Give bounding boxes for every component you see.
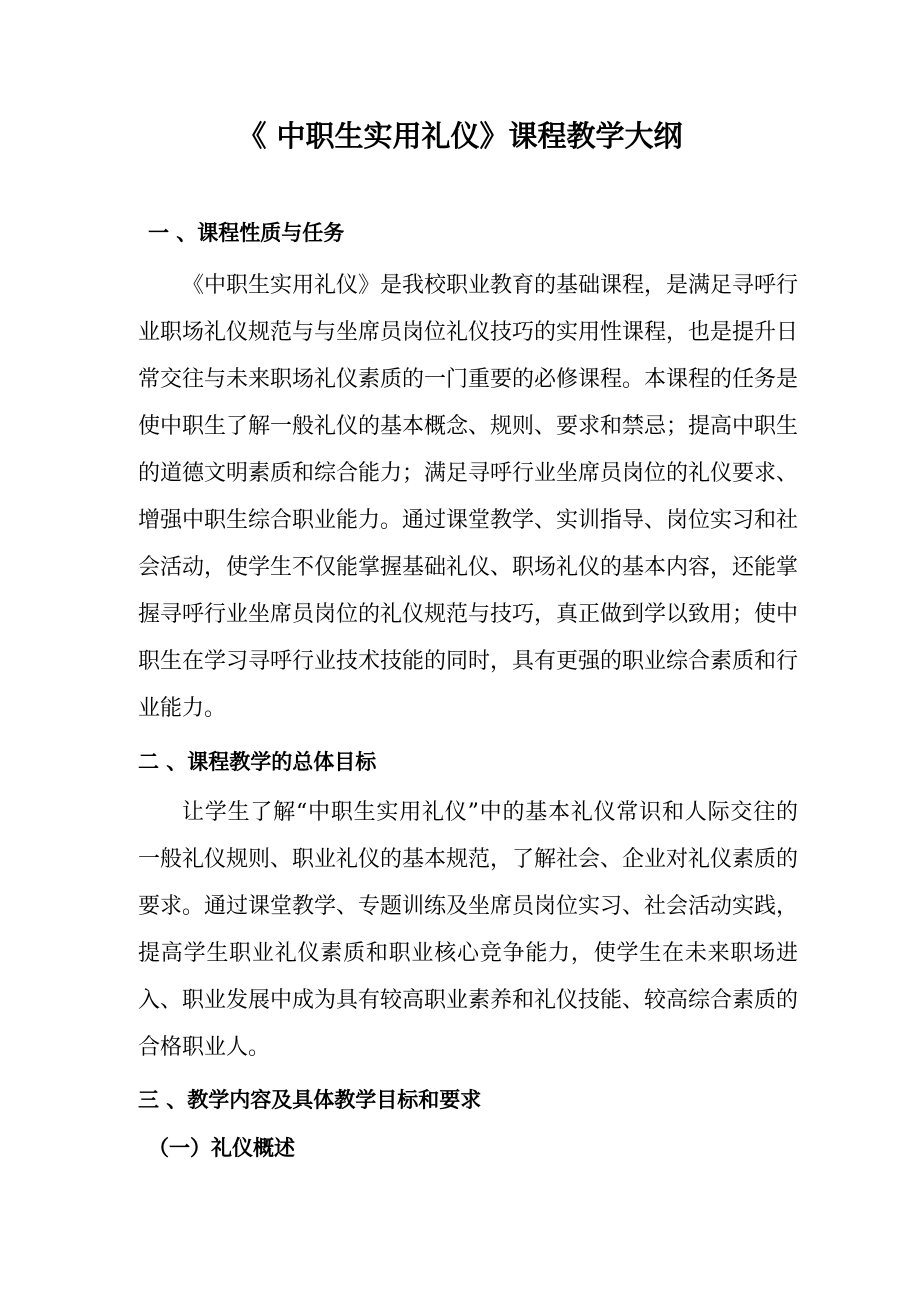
section-heading-course-nature: 一 、课程性质与任务 bbox=[148, 221, 345, 245]
section-paragraph-overall-goals: 让学生了解“中职生实用礼仪”中的基本礼仪常识和人际交往的一般礼仪规则、职业礼仪的基本规范，了解社会、企业对礼仪素质的要求。通过课堂教学、专题训练及坐席员岗位实习、社会活动实践，提高学生职业礼仪素质和职业核心竞争能力，使学生在未来职场进入、职业发展中成为具有较高职业素养和礼仪技能、较高综合素质的合格职业人。 bbox=[138, 800, 799, 1060]
section-heading-teaching-content: 三 、教学内容及具体教学目标和要求 bbox=[138, 1088, 482, 1112]
section-heading-overall-goals: 二 、课程教学的总体目标 bbox=[138, 750, 377, 774]
document-title: 《 中职生实用礼仪》课程教学大纲 bbox=[237, 119, 683, 153]
subsection-heading-etiquette-overview: （一）礼仪概述 bbox=[148, 1136, 295, 1160]
section-paragraph-course-nature: 《中职生实用礼仪》是我校职业教育的基础课程，是满足寻呼行业职场礼仪规范与与坐席员岗位礼仪技巧的实用性课程，也是提升日常交往与未来职场礼仪素质的一门重要的必修课程。本课程的任务是使中职生了解一般礼仪的基本概念、规则、要求和禁忌；提高中职生的道德文明素质和综合能力；满足寻呼行业坐席员岗位的礼仪要求、增强中职生综合职业能力。通过课堂教学、实训指导、岗位实习和社会活动，使学生不仅能掌握基础礼仪、职场礼仪的基本内容，还能掌握寻呼行业坐席员岗位的礼仪规范与技巧，真正做到学以致用；使中职生在学习寻呼行业技术技能的同时，具有更强的职业综合素质和行业能力。 bbox=[138, 273, 799, 721]
